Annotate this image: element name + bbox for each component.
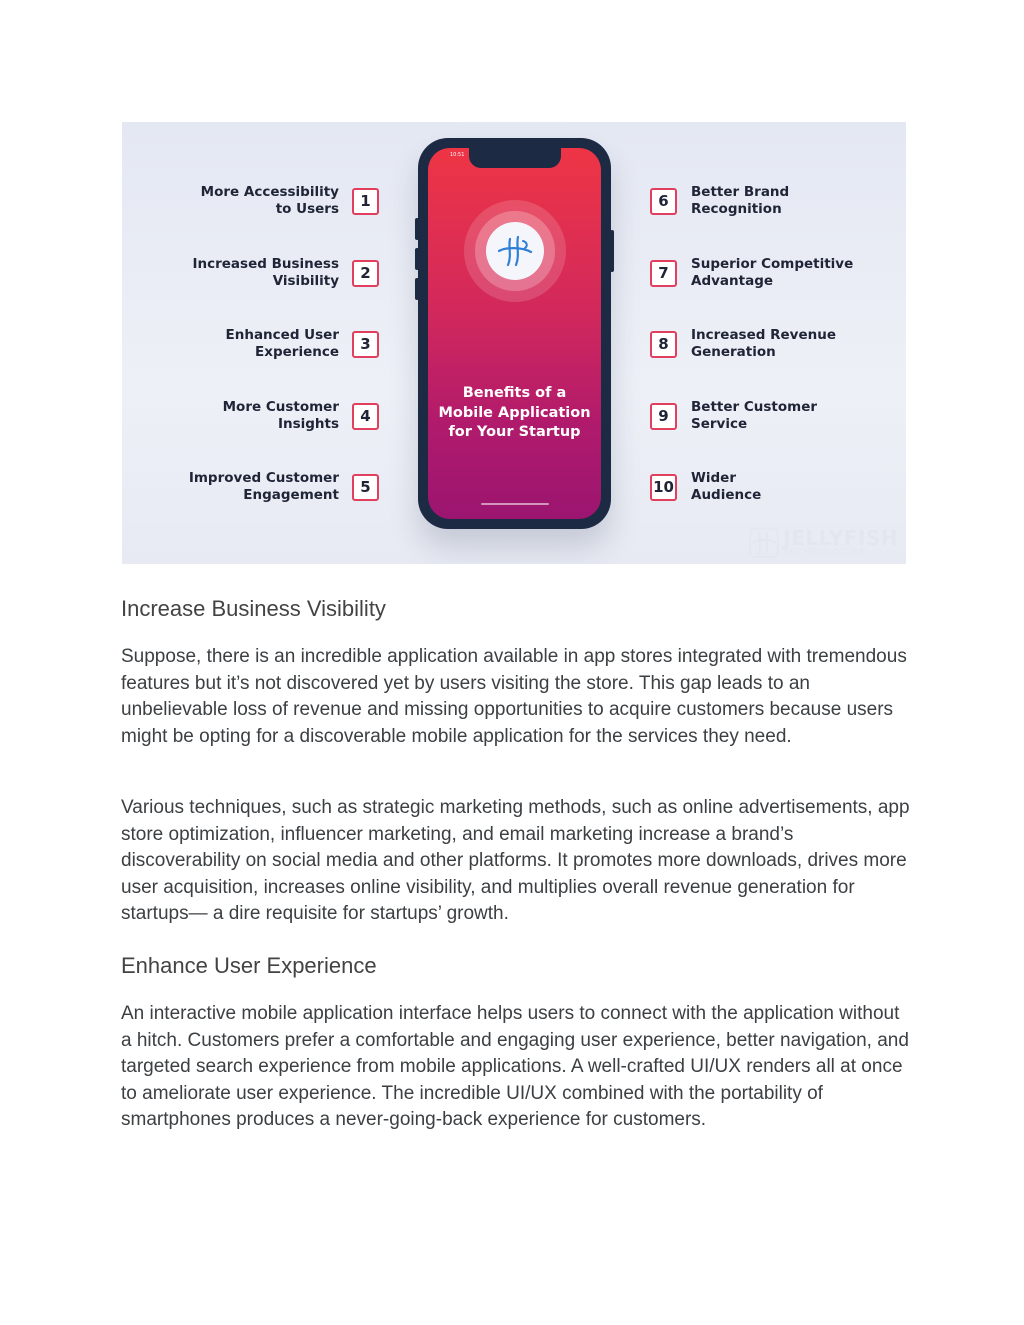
logo-disc [486, 222, 544, 280]
benefit-item-2 [192, 256, 379, 290]
benefit-number: 8 [650, 331, 677, 358]
benefit-number: 5 [352, 474, 379, 501]
benefit-label: More Customer Insights [222, 399, 339, 432]
phone-title: Benefits of a Mobile Application for Your Startup [438, 385, 591, 440]
section-heading: Increase Business Visibility [121, 596, 386, 621]
benefit-item-7 [650, 256, 853, 290]
phone-power-button [610, 230, 614, 272]
benefit-number: 7 [650, 260, 677, 287]
benefit-number: 9 [650, 403, 677, 430]
benefits-infographic [122, 122, 906, 564]
phone-mockup [418, 138, 611, 529]
benefit-item-8 [650, 327, 836, 361]
watermark-text [783, 528, 898, 558]
benefit-item-1 [201, 184, 379, 218]
body-paragraph: Suppose, there is an incredible application available in app stores integrated with tremendous features but it’s not discovered yet by users visiting the store. This gap leads to an unbelievable loss of revenue and missing opportunities to acquire customers because users might be opting for a discoverable mobile application for the services they need. [121, 646, 907, 747]
body-paragraph: Various techniques, such as strategic marketing methods, such as online advertisements, app store optimization, influencer marketing, and email marketing increase a brand’s discoverability on social media and other platforms. It promotes more downloads, drives more user acquisition, increases online visibility, and multiplies overall revenue generation for startups— a dire requisite for startups’ growth. [121, 797, 910, 924]
section-heading: Enhance User Experience [121, 953, 377, 978]
jellyfish-logo-icon [496, 235, 534, 267]
body-paragraph: An interactive mobile application interface helps users to connect with the application without a hitch. Customers prefer a comfortable and engaging user experience, better navigation, and targeted search experience from mobile applications. A well-crafted UI/UX renders all at once to ameliorate user experience. The incredible UI/UX combined with the portability of smartphones produces a never-going-back experience for customers. [121, 1003, 909, 1130]
benefit-item-9 [650, 399, 817, 433]
watermark [749, 528, 898, 558]
benefit-item-4 [223, 399, 379, 433]
benefit-label: Wider Audience [691, 470, 762, 503]
home-indicator [481, 503, 549, 505]
benefit-label: Better Brand Recognition [691, 184, 790, 217]
benefit-label: Improved Customer Engagement [188, 470, 339, 503]
benefit-number: 4 [352, 403, 379, 430]
benefit-label: Better Customer Service [691, 399, 818, 432]
benefit-number: 10 [650, 474, 677, 501]
watermark-sub: TECHNOLOGIES [783, 548, 867, 558]
benefit-number: 2 [352, 260, 379, 287]
jellyfish-logo-icon [749, 528, 779, 558]
benefit-number: 1 [352, 188, 379, 215]
benefit-item-5 [189, 470, 379, 504]
benefit-label: Increased Revenue Generation [691, 327, 836, 360]
watermark-name: JELLYFISH [783, 526, 898, 550]
phone-side-button [415, 248, 419, 270]
phone-side-button [415, 218, 419, 240]
logo-ring [464, 200, 566, 302]
phone-notch [469, 148, 561, 168]
benefit-label: More Accessibility to Users [200, 184, 339, 217]
status-time: 10:51 [450, 152, 465, 158]
benefit-number: 6 [650, 188, 677, 215]
benefit-item-10 [650, 470, 761, 504]
phone-screen [428, 148, 601, 519]
benefit-label: Superior Competitive Advantage [691, 256, 854, 289]
benefit-label: Enhanced User Experience [225, 327, 339, 360]
benefit-item-3 [226, 327, 380, 361]
benefit-item-6 [650, 184, 789, 218]
benefit-number: 3 [352, 331, 379, 358]
phone-side-button [415, 278, 419, 300]
benefit-label: Increased Business Visibility [192, 256, 339, 289]
